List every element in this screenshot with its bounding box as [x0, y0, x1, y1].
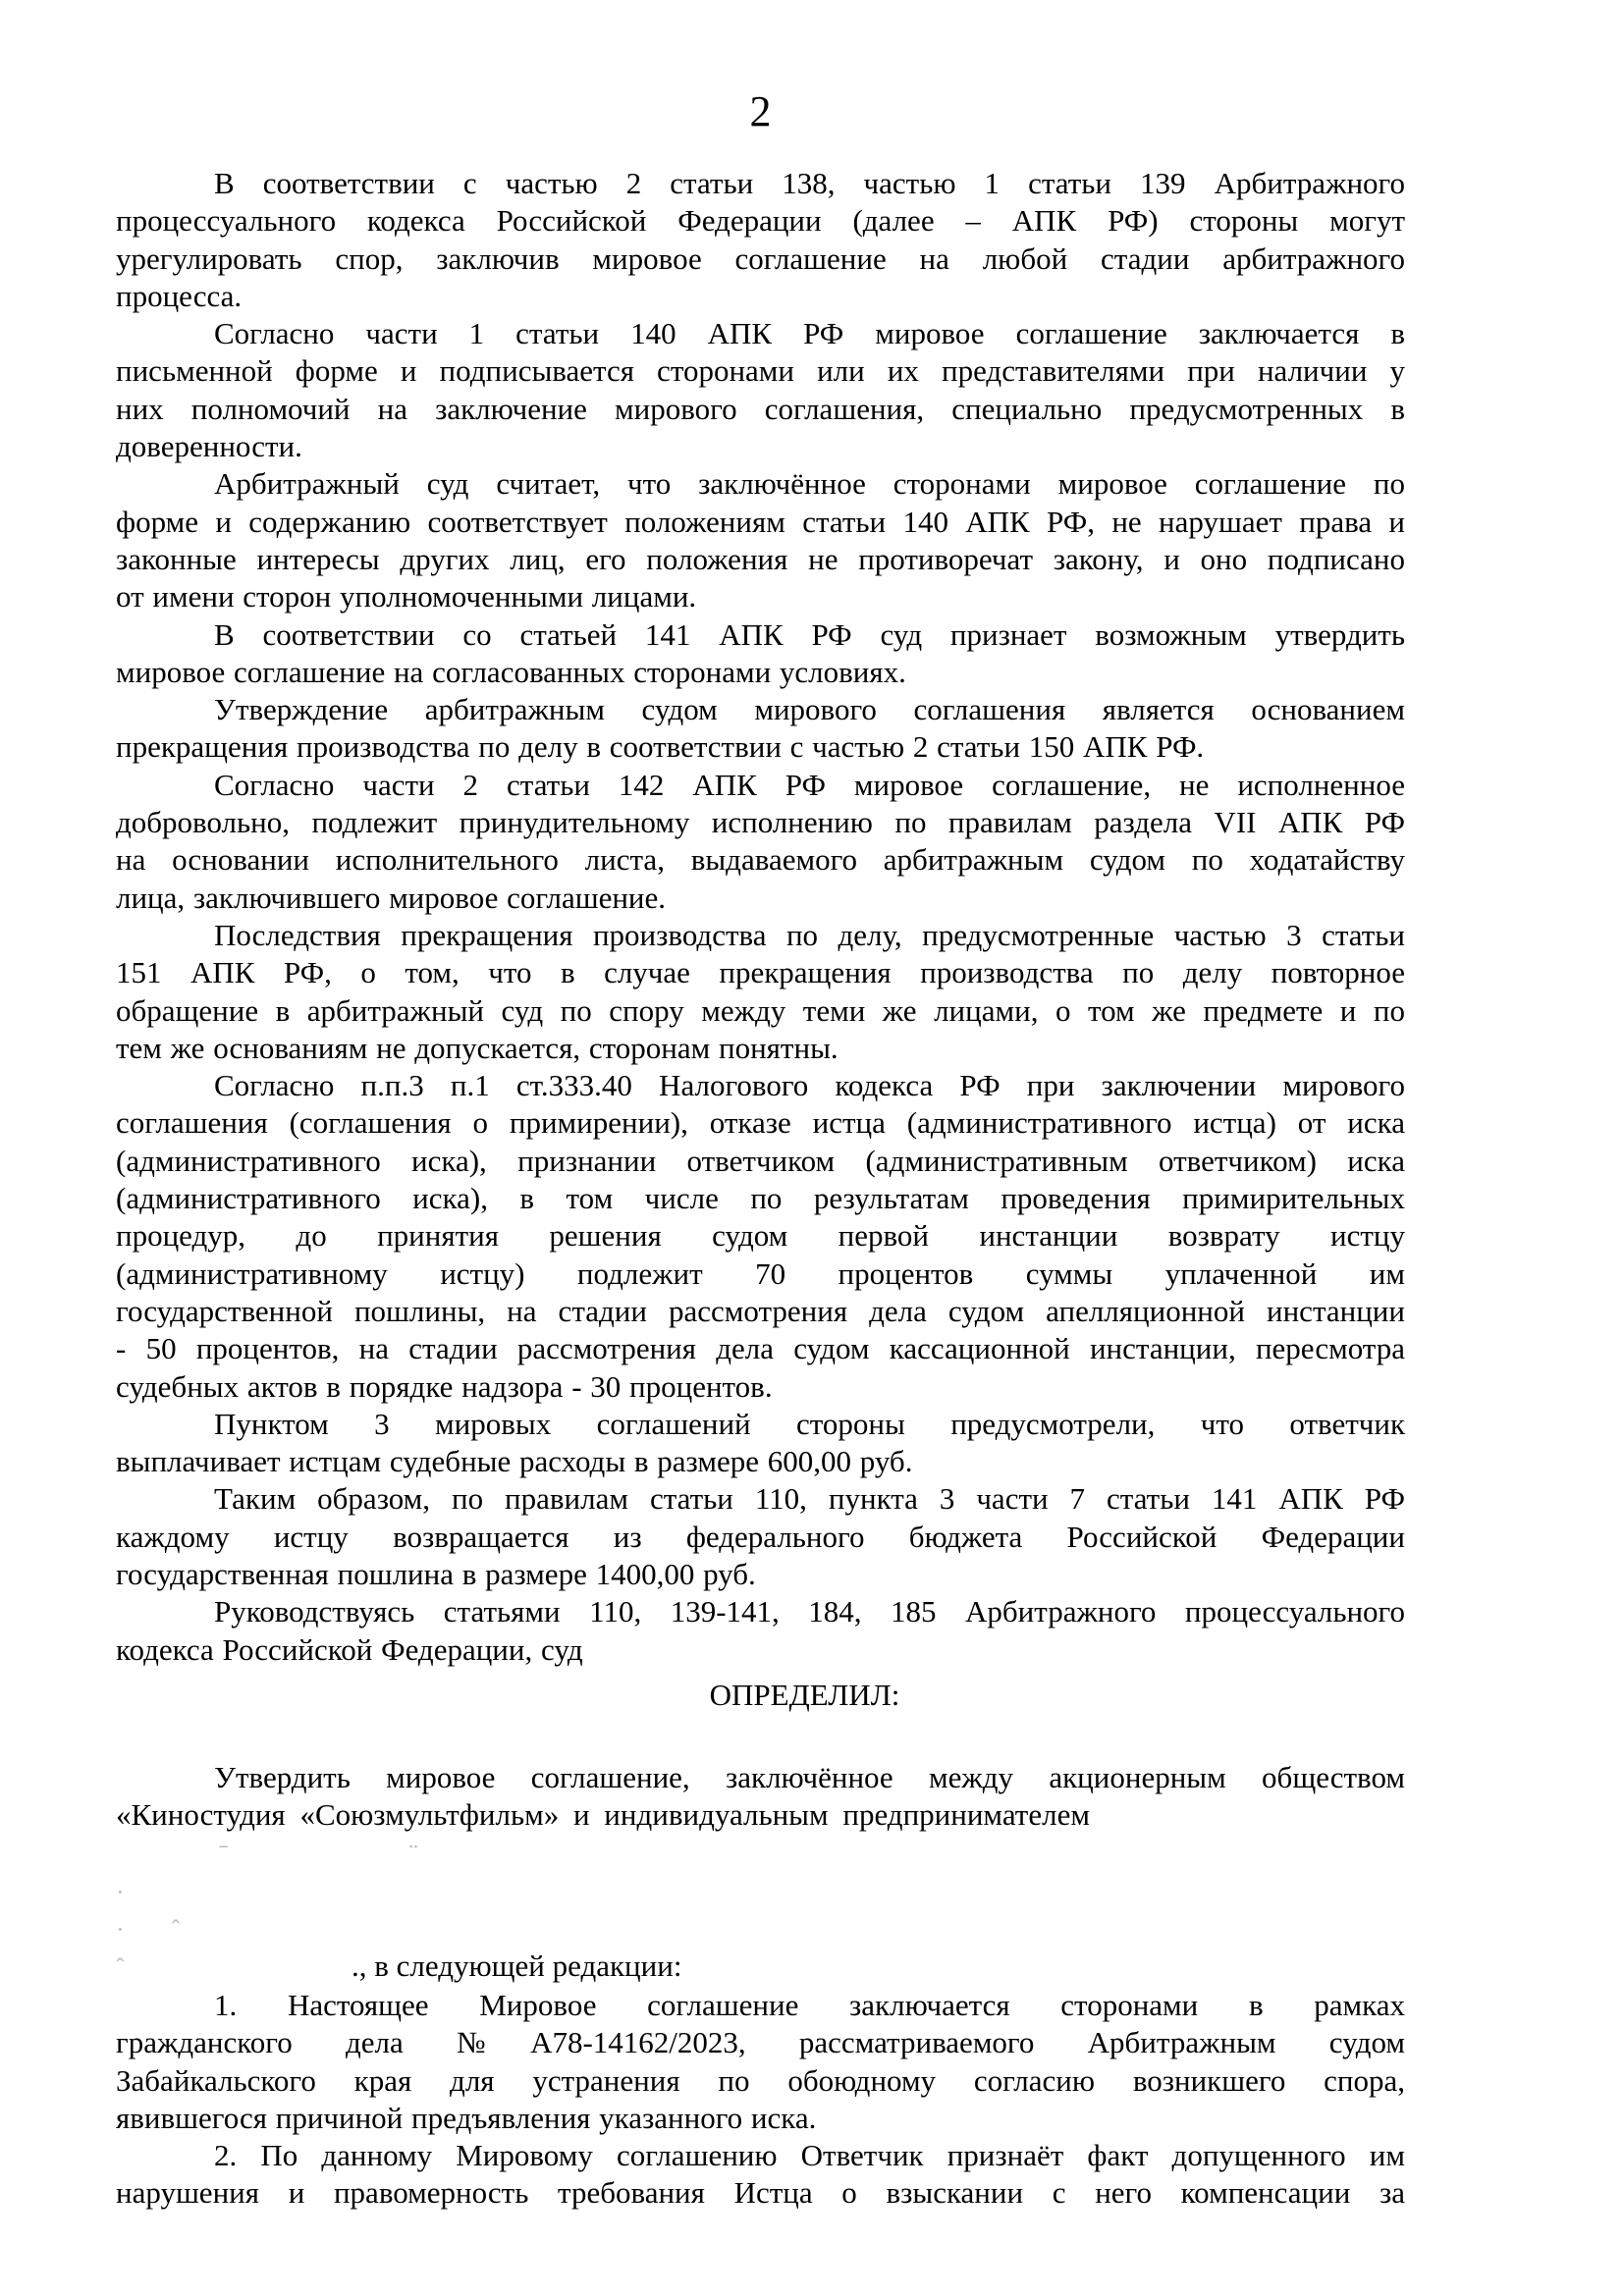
operative-line-3-text: ., в следующей редакции: — [352, 1948, 682, 1983]
text-line: государственная пошлина в размере 1400,00 руб. — [116, 1556, 756, 1591]
operative-line-2 — [116, 1796, 1405, 1874]
text-line: Последствия прекращения производства по делу, предусмотренные частью 3 статьи — [214, 917, 1405, 952]
text-line: (административного иска), признании ответчиком (административным ответчиком) иска — [116, 1143, 1405, 1178]
text-line: прекращения производства по делу в соответствии с частью 2 статьи 150 АПК РФ. — [116, 729, 1205, 765]
text-line: доверенности. — [116, 429, 302, 464]
page-number: 2 — [749, 87, 772, 135]
text-line: от имени сторон уполномоченными лицами. — [116, 579, 697, 614]
text-line: мировое соглашение на согласованных сторонами условиях. — [116, 654, 906, 689]
redaction-ghost: ˉ ¨ — [219, 1839, 502, 1870]
text-line: судебных актов в порядке надзора - 30 процентов. — [116, 1368, 773, 1404]
text-line: Таким образом, по правилам статьи 110, пункта 3 части 7 статьи 141 АПК РФ — [214, 1481, 1405, 1517]
text-line: урегулировать спор, заключив мировое соглашение на любой стадии арбитражного — [116, 240, 1405, 276]
operative-line-1: Утвердить мировое соглашение, заключённое между акционерным обществом — [214, 1760, 1405, 1795]
text-line: процедур, до принятия решения судом первой инстанции возврату истцу — [116, 1218, 1405, 1254]
text-line: процессуального кодекса Российской Федерации (далее – АПК РФ) стороны могут — [116, 203, 1405, 239]
text-line: (административному истцу) подлежит 70 процентов суммы уплаченной им — [116, 1255, 1405, 1291]
text-line: тем же основаниям не допускается, сторонам понятны. — [116, 1030, 839, 1065]
text-line: процесса. — [116, 278, 243, 313]
text-line: В соответствии со статьей 141 АПК РФ суд признает возможным утвердить — [214, 616, 1405, 652]
text-line: них полномочий на заключение мирового соглашения, специально предусмотренных в — [116, 391, 1405, 426]
text-line: Арбитражный суд считает, что заключённое сторонами мировое соглашение по — [214, 466, 1405, 502]
text-line: Утверждение арбитражным судом мирового соглашения является основанием — [214, 692, 1405, 727]
agreement-items — [116, 1987, 1405, 2213]
text-line: - 50 процентов, на стадии рассмотрения дела судом кассационной инстанции, пересмотра — [116, 1331, 1405, 1366]
text-line: гражданского дела №А78-14162/2023, рассматриваемого Арбитражным судом — [116, 2025, 1405, 2060]
text-line: форме и содержанию соответствует положениям статьи 140 АПК РФ, не нарушает права и — [116, 504, 1405, 539]
text-line: В соответствии с частью 2 статьи 138, частью 1 статьи 139 Арбитражного — [214, 166, 1405, 200]
operative-line-2-text: «Киностудия «Союзмультфильм» и индивидуальным предпринимателем — [116, 1797, 1090, 1833]
operative-block — [116, 1759, 1405, 1987]
text-line: выплачивает истцам судебные расходы в размере 600,00 руб. — [116, 1444, 913, 1479]
text-line: на основании исполнительного листа, выдаваемого арбитражным судом по ходатайству — [116, 842, 1405, 878]
document-body — [116, 87, 1405, 2213]
text-line: Забайкальского края для устранения по обоюдному согласию возникшего спора, — [116, 2062, 1405, 2098]
text-line: 1. Настоящее Мировое соглашение заключается сторонами в рамках — [214, 1987, 1405, 2022]
text-line: Согласно п.п.3 п.1 ст.333.40 Налогового кодекса РФ при заключении мирового — [214, 1068, 1405, 1103]
text-line: Согласно части 1 статьи 140 АПК РФ мировое соглашение заключается в — [214, 316, 1405, 351]
text-line: обращение в арбитражный суд по спору между теми же лицами, о том же предмете и по — [116, 992, 1405, 1028]
operative-line-3 — [116, 1874, 1405, 1987]
text-line: Пунктом 3 мировых соглашений стороны предусмотрели, что ответчик — [214, 1406, 1405, 1441]
text-line: добровольно, подлежит принудительному исполнению по правилам раздела VII АПК РФ — [116, 805, 1405, 840]
text-line: (административного иска), в том числе по результатам проведения примирительных — [116, 1181, 1405, 1216]
text-line: письменной форме и подписывается сторонами или их представителями при наличии у — [116, 353, 1405, 389]
text-line: законные интересы других лиц, его положения не противоречат закону, и оно подписано — [116, 541, 1405, 576]
ruling-heading: ОПРЕДЕЛИЛ: — [709, 1677, 900, 1712]
text-line: явившегося причиной предъявления указанного иска. — [116, 2100, 817, 2135]
text-line: каждому истцу возвращается из федерального бюджета Российской Федерации — [116, 1519, 1405, 1554]
text-line: Согласно части 2 статьи 142 АПК РФ мировое соглашение, не исполненное — [214, 767, 1405, 802]
text-line: соглашения (соглашения о примирении), отказе истца (административного истца) от иска — [116, 1105, 1405, 1141]
text-line: 151 АПК РФ, о том, что в случае прекращения производства по делу повторное — [116, 955, 1405, 990]
text-line: Руководствуясь статьями 110, 139-141, 184, 185 Арбитражного процессуального — [214, 1594, 1405, 1629]
text-line: нарушения и правомерность требования Истца о взыскании с него компенсации за — [116, 2175, 1405, 2211]
text-line: кодекса Российской Федерации, суд — [116, 1631, 583, 1667]
redaction-ghost: · ·ˆ ˆ — [116, 1878, 228, 1982]
text-line: государственной пошлины, на стадии рассмотрения дела судом апелляционной инстанции — [116, 1293, 1405, 1328]
text-line: 2. По данному Мировому соглашению Ответчик признаёт факт допущенного им — [214, 2138, 1405, 2173]
text-line: лица, заключившего мировое соглашение. — [116, 880, 667, 915]
body-paragraphs — [116, 165, 1405, 1669]
